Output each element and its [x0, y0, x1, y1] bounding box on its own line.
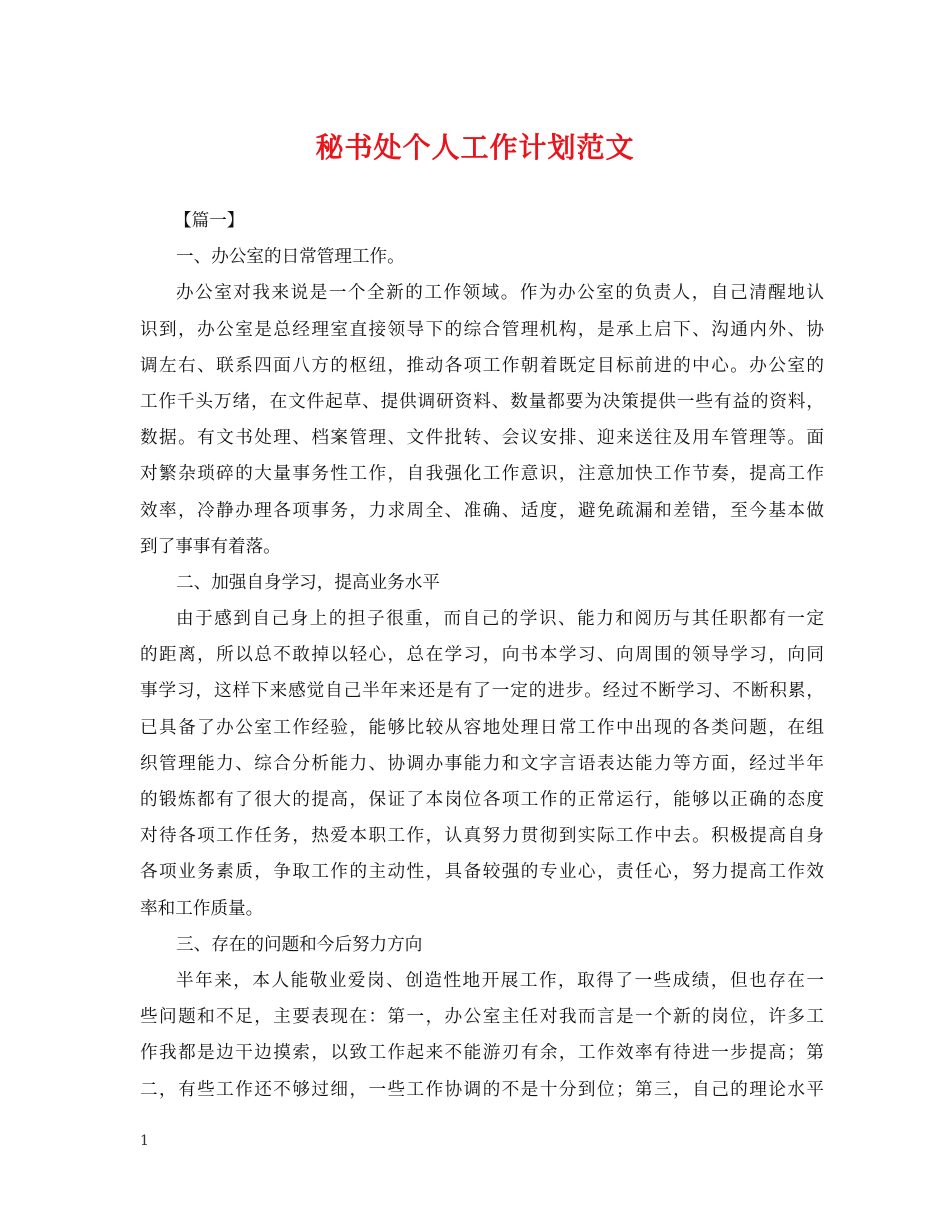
paragraph-line: 织管理能力、综合分析能力、协调办事能力和文字言语表达能力等方面，经过半年 [140, 753, 824, 774]
section-heading: 二、加强自身学习，提高业务水平 [176, 572, 440, 593]
paragraph-line: 由于感到自己身上的担子很重，而自己的学识、能力和阅历与其任职都有一定 [176, 609, 824, 630]
document-title: 秘书处个人工作计划范文 [315, 131, 635, 164]
paragraph-line: 事学习，这样下来感觉自己半年来还是有了一定的进步。经过不断学习、不断积累， [140, 681, 824, 702]
paragraph-line: 作我都是边干边摸索，以致工作起来不能游刃有余，工作效率有待进一步提高；第 [140, 1043, 824, 1064]
section-label: 【篇一】 [174, 211, 245, 231]
paragraph-line: 到了事事有着落。 [140, 536, 281, 557]
paragraph-line: 已具备了办公室工作经验，能够比较从容地处理日常工作中出现的各类问题，在组 [140, 717, 824, 738]
paragraph-line: 半年来，本人能敬业爱岗、创造性地开展工作，取得了一些成绩，但也存在一 [176, 970, 824, 991]
paragraph-line: 率和工作质量。 [140, 898, 264, 919]
paragraph-line: 对繁杂琐碎的大量事务性工作，自我强化工作意识，注意加快工作节奏，提高工作 [140, 464, 824, 485]
paragraph-line: 工作千头万绪，在文件起草、提供调研资料、数量都要为决策提供一些有益的资料， [140, 391, 824, 412]
paragraph-line: 识到，办公室是总经理室直接领导下的综合管理机构，是承上启下、沟通内外、协 [140, 319, 824, 340]
page-number: 1 [140, 1133, 149, 1149]
paragraph-line: 办公室对我来说是一个全新的工作领域。作为办公室的负责人，自己清醒地认 [176, 283, 824, 304]
section-heading: 一、办公室的日常管理工作。 [176, 247, 405, 268]
paragraph-line: 二，有些工作还不够过细，一些工作协调的不是十分到位；第三，自己的理论水平 [140, 1079, 824, 1100]
section-heading: 三、存在的问题和今后努力方向 [176, 934, 423, 955]
paragraph-line: 对待各项工作任务，热爱本职工作，认真努力贯彻到实际工作中去。积极提高自身 [140, 826, 824, 847]
paragraph-line: 各项业务素质，争取工作的主动性，具备较强的专业心，责任心，努力提高工作效 [140, 862, 824, 883]
paragraph-line: 效率，冷静办理各项事务，力求周全、准确、适度，避免疏漏和差错，至今基本做 [140, 500, 824, 521]
paragraph-line: 数据。有文书处理、档案管理、文件批转、会议安排、迎来送往及用车管理等。面 [140, 428, 824, 449]
paragraph-line: 调左右、联系四面八方的枢纽，推动各项工作朝着既定目标前进的中心。办公室的 [140, 355, 824, 376]
document-body [140, 203, 824, 1108]
paragraph-line: 的距离，所以总不敢掉以轻心，总在学习，向书本学习、向周围的领导学习，向同 [140, 645, 824, 666]
paragraph-line: 的锻炼都有了很大的提高，保证了本岗位各项工作的正常运行，能够以正确的态度 [140, 790, 824, 810]
paragraph-line: 些问题和不足，主要表现在：第一，办公室主任对我而言是一个新的岗位，许多工 [140, 1007, 824, 1028]
